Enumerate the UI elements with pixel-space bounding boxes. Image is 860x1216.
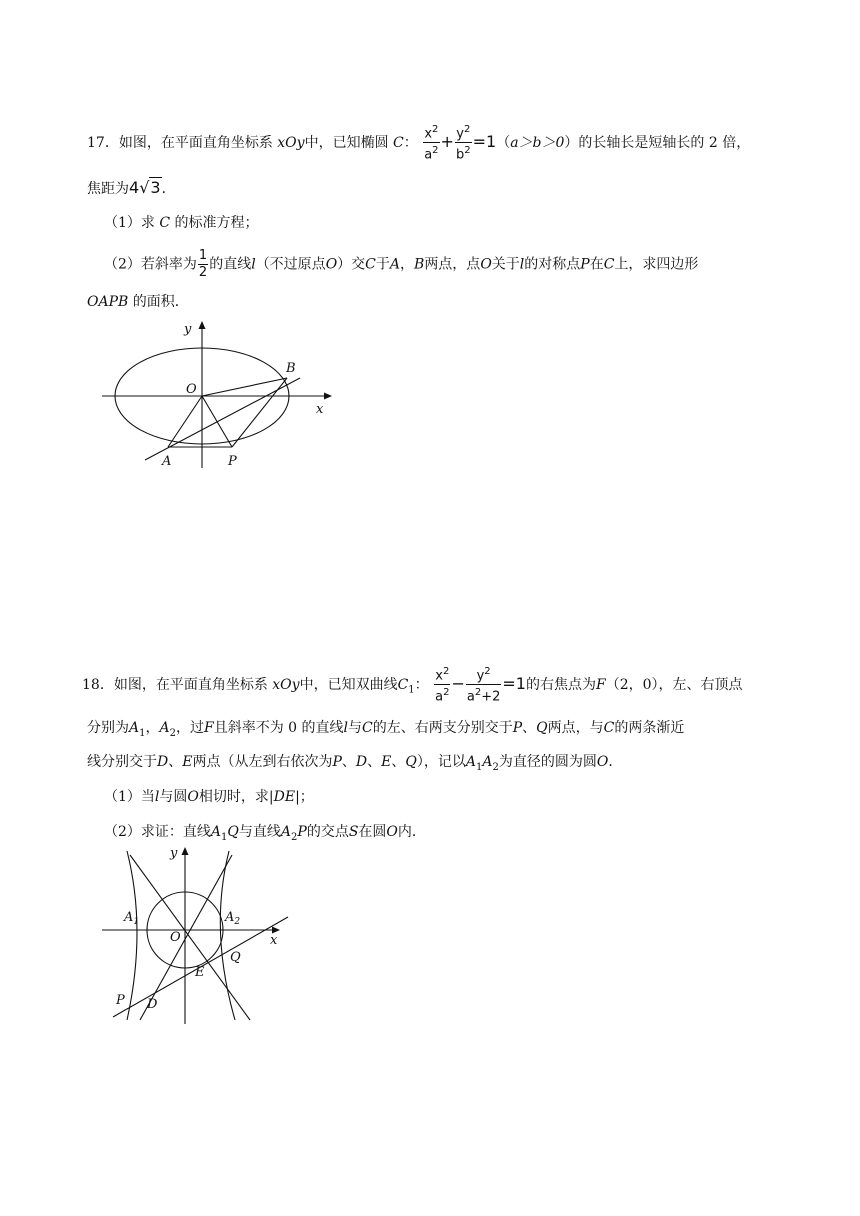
q18-number: 18． [82,676,114,693]
q17-cond-open: （ [496,134,511,151]
q18-left-branch [127,851,137,1020]
q17-number: 17． [87,134,119,151]
q17-cond-close: ） [564,134,579,151]
q18-asymptote-1 [140,855,232,1020]
q17-plus: + [440,131,454,151]
q18-line-2: 分别为$A_1$，$A_2$，过F且斜率不为 0 的直线l与C的左、右两支分别交于P、Q两点，与C的两条渐近 [87,720,685,739]
q17-last-line: OAPB 的面积． [87,294,189,310]
q17-label-y: y [184,322,192,337]
q17-label-P: P [228,454,237,469]
q17-intro: 如图，在平面直角坐标系 [118,134,273,151]
q17-fraction-x: $\frac{x^2}{a^2}$ [424,124,439,163]
q18-label-A2: $A_2$ [225,910,241,927]
q18-label-O: O [170,930,181,945]
q18-line-1: 18．如图，在平面直角坐标系 xOy中，已知双曲线$C_1$： $\frac{x^2}{a^2}$ − $\frac{y^2}{a^2+2}$ =1的右焦点为F（2，0），左、右顶点 [82,666,743,705]
q18-label-Q: Q [230,950,241,965]
q17-slope-fraction: $\frac{1}{2}$ [198,248,208,280]
q18-label-x: x [270,933,278,948]
q17-equals-one: =1 [472,131,497,151]
q17-tail: 的长轴长是短轴长的 2 倍， [578,134,751,151]
q17-label-B: B [286,361,296,376]
q18-y-arrow [182,847,189,855]
q17-label-x: x [316,402,324,417]
q18-fraction-y: $\frac{y^2}{a^2+2}$ [466,666,501,705]
q17-line-2: 焦距为4√3． [87,178,176,197]
q18-part-2: （2）求证：直线$A_1Q$与直线$A_2P$的交点S在圆O内． [104,824,426,843]
q18-label-E: E [195,965,205,980]
q18-label-P: P [116,993,125,1008]
q18-part-1: （1）当l与圆O相切时，求|DE|； [104,789,314,805]
q18-label-y: y [170,846,178,861]
q17-part-2: （2）若斜率为 $\frac{1}{2}$ 的直线l（不过原点O）交C于A，B两点，点O关于l的对称点P在C上，求四边形 [104,248,699,280]
q17-condition: a＞b＞0 [510,134,565,151]
q17-label-A: A [162,454,172,469]
q17-coord: xOy [277,134,305,151]
q17-focal-value: 4√3 [129,178,161,197]
q18-label-D: D [147,997,158,1012]
q18-line-3: 线分别交于D、E两点（从左到右依次为P、D、E、Q），记以$A_1A_2$为直径的圆为圆O． [87,754,623,773]
q18-fraction-x: $\frac{x^2}{a^2}$ [435,666,450,705]
q17-focal-label: 焦距为 [87,181,129,197]
q17-part-1: （1）求 C 的标准方程； [104,215,259,231]
q17-label-O: O [186,382,197,397]
q17-quadrilateral: OAPB [87,294,129,310]
q18-label-A1: $A_1$ [124,910,140,927]
q17-fraction-y: $\frac{y^2}{b^2}$ [455,124,471,163]
q17-mid: 中，已知椭圆 [304,134,389,151]
q17-colon: ： [403,134,418,151]
q17-curve: C [393,134,404,151]
